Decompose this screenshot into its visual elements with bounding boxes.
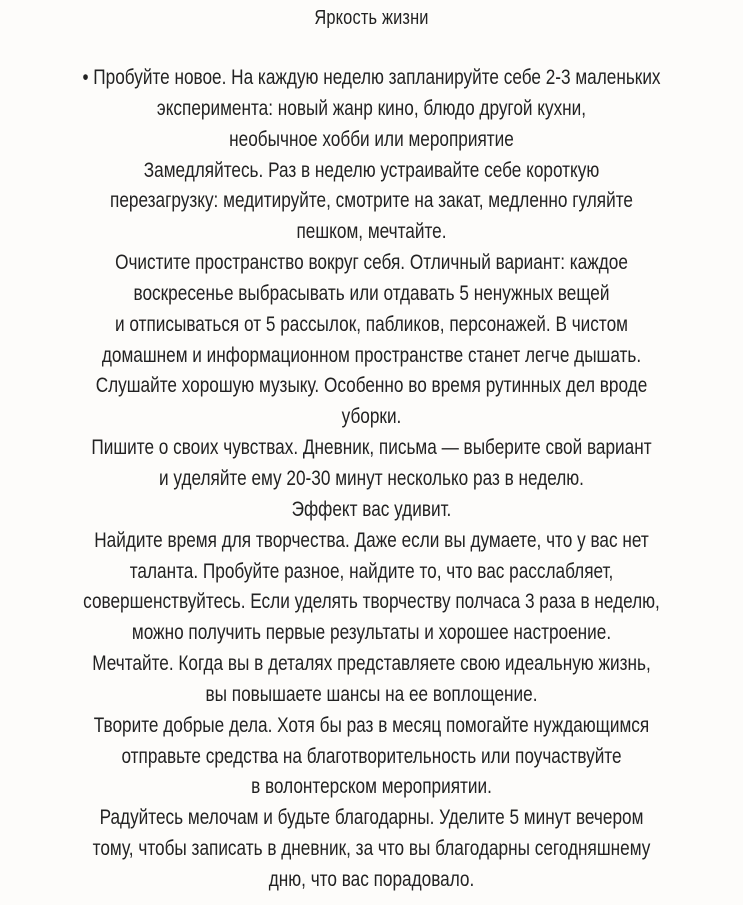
text-line: Найдите время для творчества. Даже если вы думаете, что у вас нет [94, 527, 649, 552]
document-title: Яркость жизни [314, 7, 429, 29]
text-line: совершенствуйтесь. Если уделять творчеству полчаса 3 раза в неделю, [83, 589, 660, 614]
text-line: и отписываться от 5 рассылок, пабликов, персонажей. В чистом [115, 311, 628, 336]
text-line: пешком, мечтайте. [296, 219, 447, 244]
text-line: перезагрузку: медитируйте, смотрите на закат, медленно гуляйте [110, 188, 633, 213]
text-line: домашнем и информационном пространстве станет легче дышать. [101, 342, 642, 367]
text-line: таланта. Пробуйте разное, найдите то, что вас расслабляет, [129, 558, 614, 583]
text-line: отправьте средства на благотворительность или поучаствуйте [121, 743, 622, 768]
document-body [6, 62, 737, 895]
text-line: Замедляйтесь. Раз в неделю устраивайте себе короткую [143, 157, 600, 182]
text-line: тому, чтобы записать в дневник, за что вы благодарны сегодняшнему [92, 836, 651, 861]
spacer [6, 32, 737, 62]
text-line: Мечтайте. Когда вы в деталях представляете свою идеальную жизнь, [92, 651, 651, 676]
text-line: можно получить первые результаты и хорошее настроение. [131, 620, 612, 645]
text-line: и уделяйте ему 20-30 минут несколько раз в неделю. [159, 465, 584, 490]
text-line: Слушайте хорошую музыку. Особенно во время рутинных дел вроде [95, 373, 648, 398]
text-line: необычное хобби или мероприятие [229, 126, 514, 151]
text-line: Эффект вас удивит. [291, 496, 452, 521]
text-line: Пишите о своих чувствах. Дневник, письма — выберите свой вариант [91, 435, 652, 460]
text-line: Творите добрые дела. Хотя бы раз в месяц помогайте нуждающимся [93, 712, 650, 737]
text-line: уборки. [341, 404, 402, 429]
text-line: • Пробуйте новое. На каждую неделю запланируйте себе 2-3 маленьких [82, 65, 661, 89]
text-line: Очистите пространство вокруг себя. Отличный вариант: каждое [115, 250, 628, 275]
text-line: эксперимента: новый жанр кино, блюдо другой кухни, [156, 95, 587, 120]
text-line: Радуйтесь мелочам и будьте благодарны. Уделите 5 минут вечером [99, 805, 644, 830]
text-line: воскресенье выбрасывать или отдавать 5 ненужных вещей [133, 280, 610, 305]
text-line: в волонтерском мероприятии. [251, 774, 492, 799]
text-line: дню, что вас порадовало. [268, 866, 475, 891]
text-line: вы повышаете шансы на ее воплощение. [205, 681, 538, 706]
